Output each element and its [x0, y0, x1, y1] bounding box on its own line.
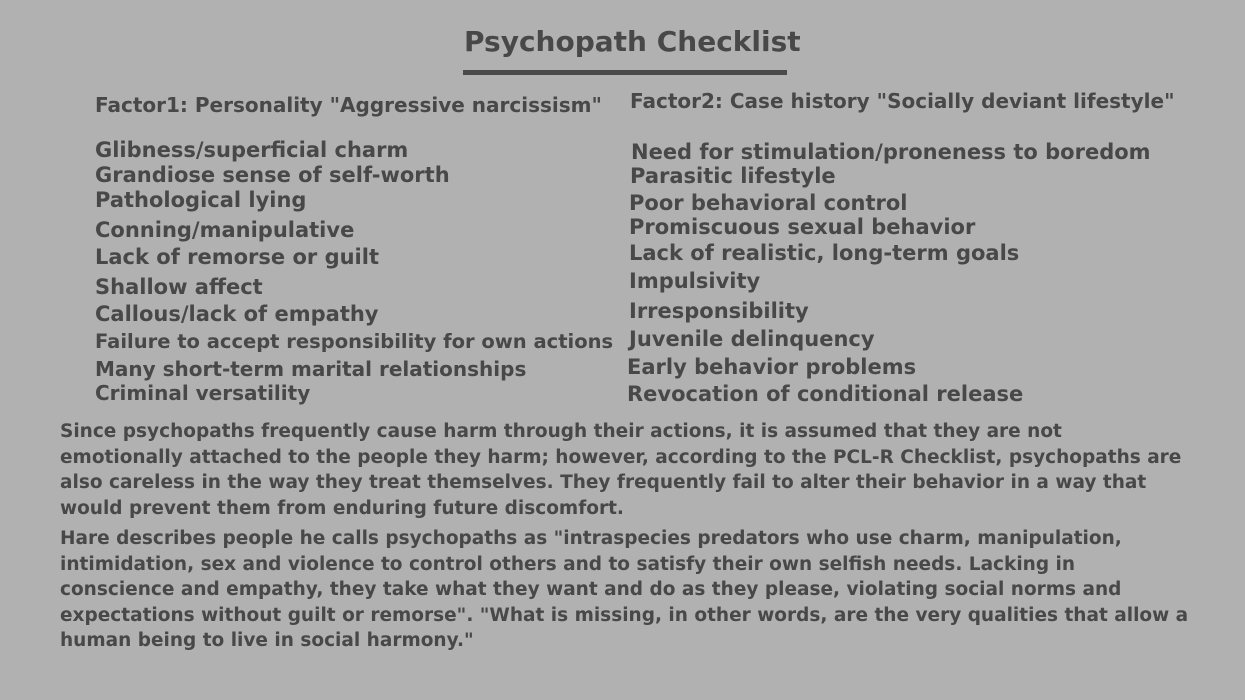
factor1-item: Many short-term marital relationships — [95, 357, 527, 381]
page-title: Psychopath Checklist — [464, 25, 801, 58]
factor1-item: Callous/lack of empathy — [95, 302, 379, 326]
factor2-item: Juvenile delinquency — [629, 327, 875, 351]
factor2-heading: Factor2: Case history "Socially deviant lifestyle" — [630, 89, 1175, 113]
factor1-item: Failure to accept responsibility for own actions — [95, 330, 614, 353]
factor2-item: Lack of realistic, long-term goals — [629, 241, 1020, 265]
factor2-item: Parasitic lifestyle — [630, 164, 836, 188]
factor1-item: Pathological lying — [95, 188, 307, 212]
factor1-item: Conning/manipulative — [95, 218, 355, 242]
paragraph-pcl-r-summary: Since psychopaths frequently cause harm through their actions, it is assumed that they are not emotionally attached to the people they harm; however, according to the PCL-R Checklist, psychopaths are also careless in the way they treat themselves. They frequently fail to alter their behavior in a way that would prevent them from enduring future discomfort. — [60, 421, 1182, 519]
factor2-item: Early behavior problems — [627, 355, 917, 379]
factor1-item: Criminal versatility — [95, 381, 311, 405]
factor1-item: Grandiose sense of self-worth — [95, 163, 450, 187]
factor2-item: Irresponsibility — [629, 299, 809, 323]
factor2-item: Need for stimulation/proneness to boredom — [631, 140, 1151, 164]
factor1-heading: Factor1: Personality "Aggressive narcissism" — [95, 93, 602, 117]
factor1-item: Lack of remorse or guilt — [95, 245, 379, 269]
title-underline — [463, 70, 787, 75]
factor2-item: Impulsivity — [629, 269, 761, 293]
factor2-item: Revocation of conditional release — [627, 382, 1024, 406]
factor2-item: Promiscuous sexual behavior — [629, 215, 976, 239]
factor2-item: Poor behavioral control — [629, 191, 908, 215]
paragraph-hare-quote: Hare describes people he calls psychopaths as "intraspecies predators who use charm, manipulation, intimidation, sex and violence to control others and to satisfy their own selfish needs. Lacking in conscience and empathy, they take what they want and do as they please, violating social norms and expectations without guilt or remorse". "What is missing, in other words, are the very qualities that allow a human being to live in social harmony." — [60, 528, 1189, 651]
factor1-item: Glibness/superficial charm — [95, 138, 409, 162]
factor1-item: Shallow affect — [95, 275, 263, 299]
